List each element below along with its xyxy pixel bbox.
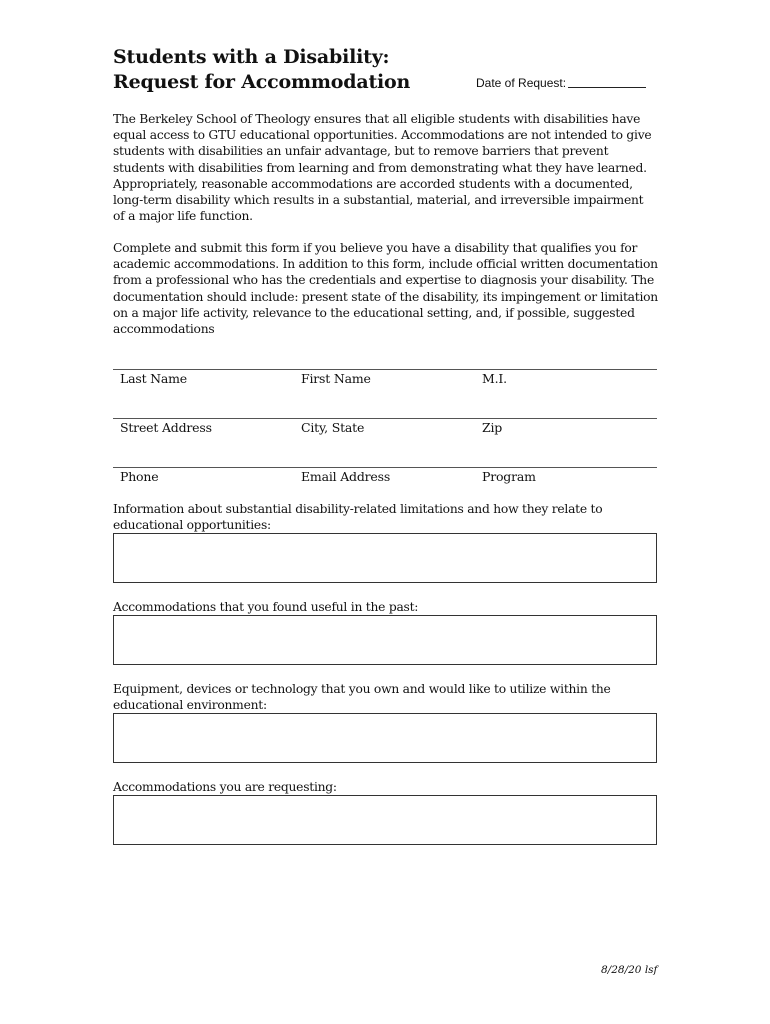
form-title-line-2: Request for Accommodation [113, 71, 411, 93]
first-name-field[interactable]: First Name [301, 371, 371, 386]
requesting-textbox[interactable] [113, 795, 657, 845]
city-state-field[interactable]: City, State [301, 420, 365, 435]
last-name-field[interactable]: Last Name [120, 371, 188, 386]
requesting-prompt: Accommodations you are requesting: [113, 780, 337, 794]
field-row-1-rule [113, 369, 657, 370]
past-accommodations-textbox[interactable] [113, 615, 657, 665]
date-of-request-field[interactable] [568, 77, 646, 88]
equipment-prompt: Equipment, devices or technology that you own and would like to utilize within the educational environment: [113, 682, 611, 712]
date-of-request-text: Date of Request: [476, 76, 567, 90]
intro-paragraph-1: The Berkeley School of Theology ensures that all eligible students with disabilities have equal access to GTU educational opportunities. Accommodations are not intended to give students with disabilities an unfair advantage, but to remove barriers that prevent students with disabilities from learning and from demonstrating what they have learned. Appropriately, reasonable accommodations are accorded students with a documented, long-term disability which results in a substantial, material, and irreversible impairment of a major life function. [113, 112, 652, 224]
intro-paragraph-2: Complete and submit this form if you believe you have a disability that qualifies you for academic accommodations. In addition to this form, include official written documentation from a professional who has the credentials and expertise to diagnosis your disability. The documentation should include: present state of the disability, its impingement or limitation on a major life activity, relevance to the educational setting, and, if possible, suggested accommodations [113, 241, 658, 337]
past-accommodations-prompt: Accommodations that you found useful in the past: [113, 600, 419, 614]
limitations-prompt: Information about substantial disability-related limitations and how they relate to educational opportunities: [113, 502, 603, 532]
equipment-textbox[interactable] [113, 713, 657, 763]
date-of-request-label [476, 76, 646, 90]
form-title-line-1: Students with a Disability: [113, 46, 390, 68]
street-address-field[interactable]: Street Address [120, 420, 212, 435]
phone-field[interactable]: Phone [120, 469, 159, 484]
limitations-textbox[interactable] [113, 533, 657, 583]
middle-initial-field[interactable]: M.I. [482, 371, 507, 386]
revision-note: 8/28/20 lsf [601, 964, 658, 976]
field-row-2-rule [113, 418, 657, 419]
program-field[interactable]: Program [482, 469, 536, 484]
field-row-3-rule [113, 467, 657, 468]
zip-field[interactable]: Zip [482, 420, 503, 435]
email-address-field[interactable]: Email Address [301, 469, 391, 484]
